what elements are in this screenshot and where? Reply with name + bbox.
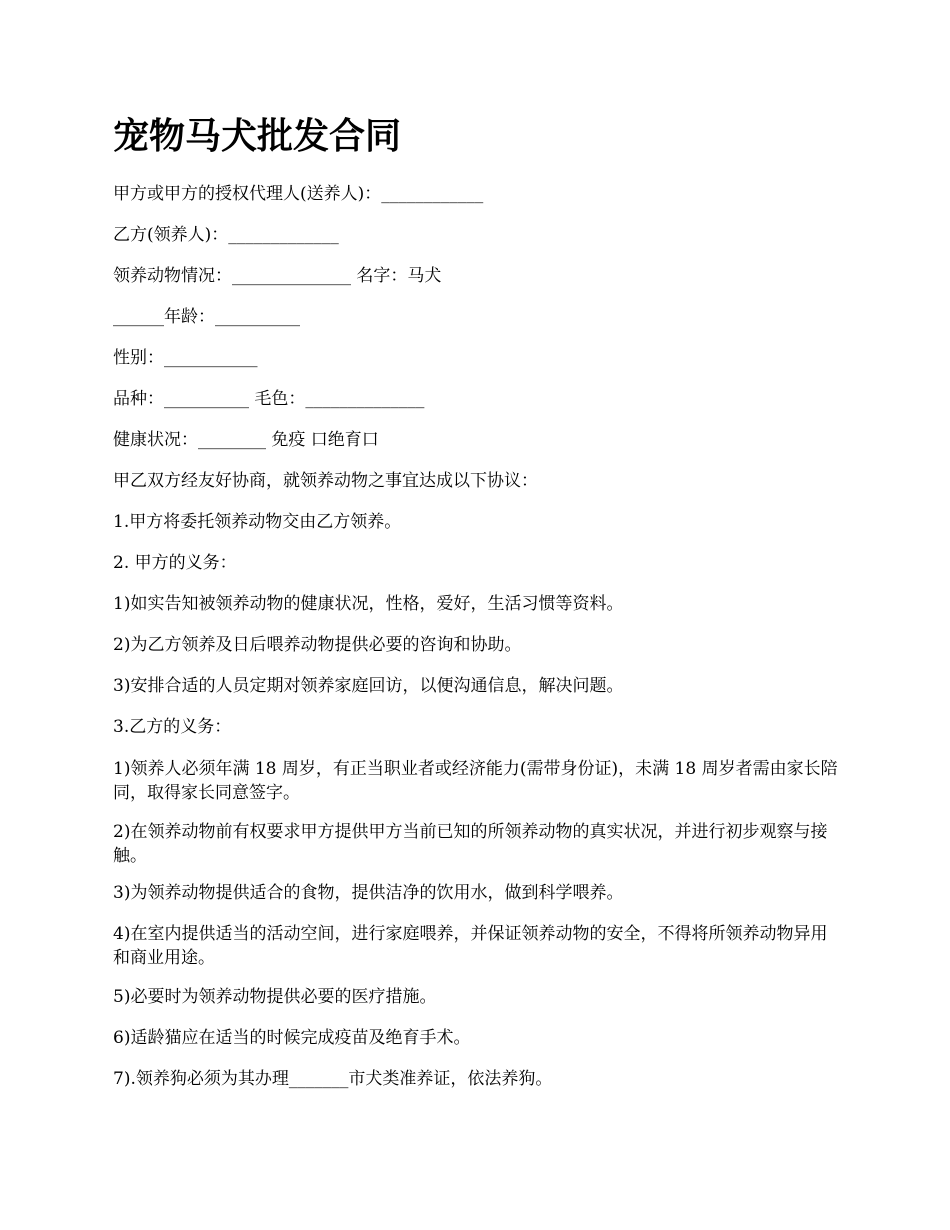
party-a-line: 甲方或甲方的授权代理人(送养人)：____________ — [113, 184, 484, 204]
agreement-intro: 甲乙双方经友好协商，就领养动物之事宜达成以下协议： — [113, 471, 538, 491]
party-b-duty-4: 4)在室内提供适当的活动空间，进行家庭喂养，并保证领养动物的安全，不得将所领养动物异用和商业用途。 — [113, 924, 828, 968]
breed-color-line: 品种：__________ 毛色：______________ — [113, 389, 425, 409]
animal-info-line: 领养动物情况：______________ 名字：马犬 — [113, 266, 442, 286]
party-a-duty-3: 3)安排合适的人员定期对领养家庭回访，以便沟通信息，解决问题。 — [113, 676, 624, 696]
age-line: ______年龄：__________ — [113, 307, 300, 327]
party-b-duty-3: 3)为领养动物提供适合的食物，提供洁净的饮用水，做到科学喂养。 — [113, 883, 624, 903]
party-b-duty-7: 7).领养狗必须为其办理_______市犬类准养证，依法养狗。 — [113, 1069, 553, 1089]
clause-1: 1.甲方将委托领养动物交由乙方领养。 — [113, 512, 402, 532]
document-title: 宠物马犬批发合同 — [113, 115, 402, 157]
party-a-duty-2: 2)为乙方领养及日后喂养动物提供必要的咨询和协助。 — [113, 635, 522, 655]
gender-line: 性别：___________ — [113, 348, 258, 368]
clause-2-heading: 2. 甲方的义务： — [113, 553, 237, 573]
party-b-duty-2: 2)在领养动物前有权要求甲方提供甲方当前已知的所领养动物的真实状况，并进行初步观察与接触。 — [113, 822, 828, 866]
party-b-duty-6: 6)适龄猫应在适当的时候完成疫苗及绝育手术。 — [113, 1028, 471, 1048]
party-b-line: 乙方(领养人)：_____________ — [113, 225, 339, 245]
health-line: 健康状况：________ 免疫 口绝育口 — [113, 430, 379, 450]
party-b-duty-5: 5)必要时为领养动物提供必要的医疗措施。 — [113, 987, 437, 1007]
clause-3-heading: 3.乙方的义务： — [113, 717, 232, 737]
party-b-duty-1: 1)领养人必须年满 18 周岁，有正当职业者或经济能力(需带身份证)，未满 18 周岁者需由家长陪同，取得家长同意签字。 — [113, 759, 838, 803]
party-a-duty-1: 1)如实告知被领养动物的健康状况，性格，爱好，生活习惯等资料。 — [113, 594, 624, 614]
